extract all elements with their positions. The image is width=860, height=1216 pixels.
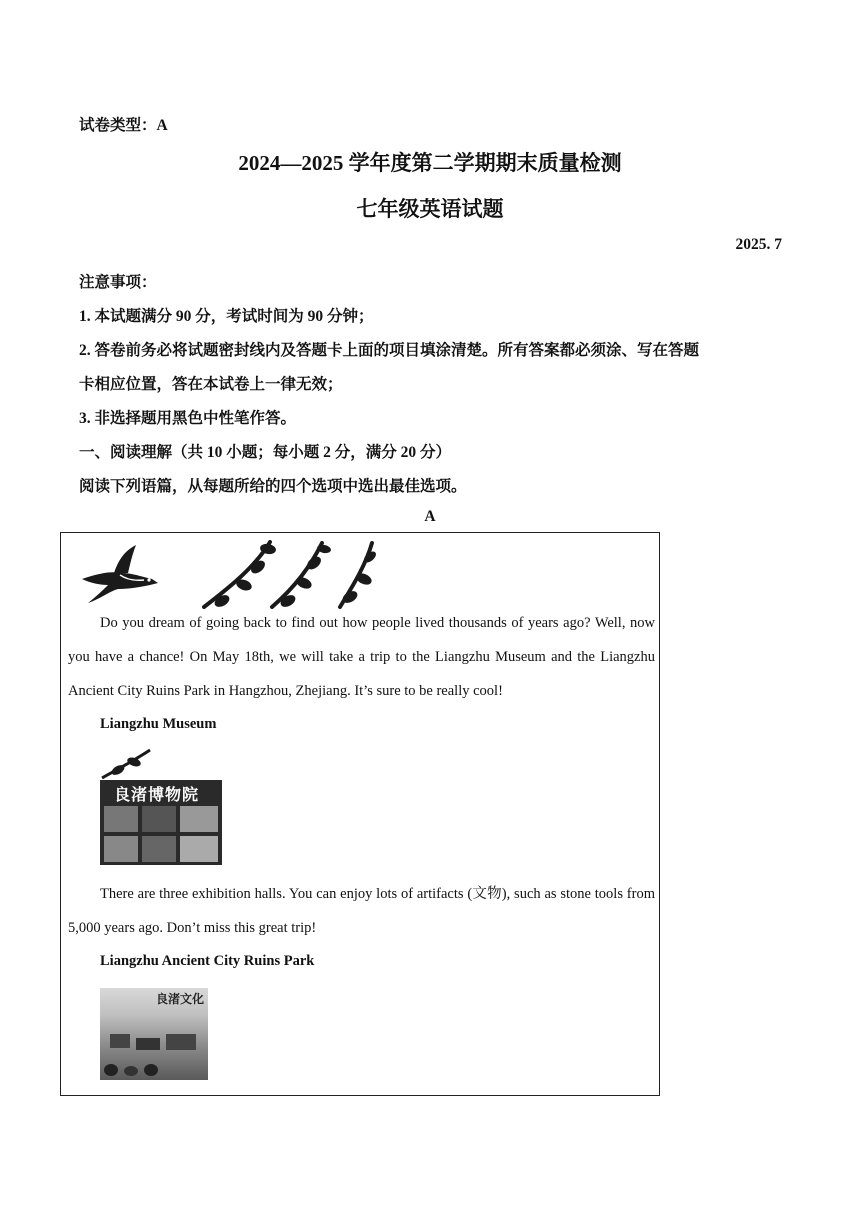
exam-subtitle: 七年级英语试题 [356, 197, 504, 221]
vine-branch-icon [100, 748, 160, 780]
paper-type: 试卷类型：A [79, 117, 168, 134]
section-heading: 一、阅读理解（共 10 小题；每小题 2 分，满分 20 分） [79, 444, 452, 461]
notes-heading: 注意事项： [79, 274, 157, 291]
passage-label: A [424, 508, 436, 525]
note-item-1: 1. 本试题满分 90 分，考试时间为 90 分钟； [79, 308, 374, 325]
exam-title: 2024—2025 学年度第二学期期末质量检测 [238, 151, 622, 175]
swallow-icon [80, 543, 160, 605]
museum-heading: Liangzhu Museum [100, 716, 217, 732]
museum-photo-caption: 良渚博物院 [114, 785, 200, 804]
passage-intro: Do you dream of going back to find out how people lived thousands of years ago? Well, now you have a chance! On May 18th, we will take a trip to the Liangzhu Museum and the Liangzhu Ancient City Ruins Park in Hangzhou, Zhejiang. It’s sure to be really cool! [68, 615, 655, 699]
park-photo [100, 988, 208, 1080]
museum-text: There are three exhibition halls. You can enjoy lots of artifacts (文物), such as stone tools from 5,000 years ago. Don’t miss this great trip! [68, 886, 655, 936]
park-heading: Liangzhu Ancient City Ruins Park [100, 953, 315, 969]
section-instruction: 阅读下列语篇，从每题所给的四个选项中选出最佳选项。 [79, 478, 467, 495]
note-item-3: 3. 非选择题用黑色中性笔作答。 [79, 410, 297, 427]
note-item-2-cont: 卡相应位置，答在本试卷上一律无效； [79, 376, 343, 393]
note-item-2: 2. 答卷前务必将试题密封线内及答题卡上面的项目填涂清楚。所有答案都必须涂、写在答题 [79, 342, 700, 359]
exam-date: 2025. 7 [735, 236, 782, 253]
museum-photo [100, 748, 222, 865]
vine-branch-icon [200, 537, 385, 609]
park-photo-caption: 良渚文化 [156, 992, 205, 1006]
